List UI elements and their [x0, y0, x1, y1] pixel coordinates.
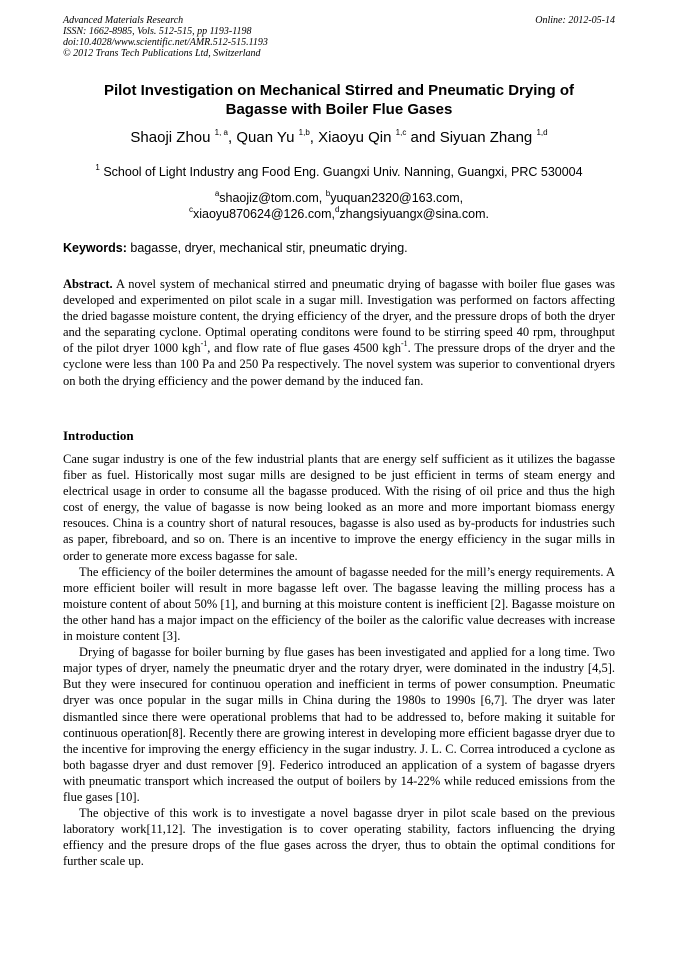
keywords-text: bagasse, dryer, mechanical stir, pneumatic drying. [130, 241, 408, 255]
abstract-label: Abstract. [63, 277, 113, 291]
author-sup: 1,b [298, 128, 310, 137]
affiliation [40, 164, 638, 180]
paragraph: Cane sugar industry is one of the few industrial plants that are energy self sufficient as it utilizes the bagasse fiber as fuel. Historically most sugar mills are designed to be just efficient in terms of steam energy and electrical usage in order to consume all the bagasse produced. With the rising of oil price and thus the high cost of energy, the value of bagasse is now being looked as an more and more important biomass energy resouces. China is a country short of natural resouces, bagasse is also used as by-products for industries such as paper, fibreboard, and so on. There is an incentive to improve the energy efficiency in the sugar mills in order to generate more excess bagasse for sale. [63, 452, 615, 563]
email-link[interactable]: shaojiz@tom.com, [219, 191, 326, 205]
journal-name: Advanced Materials Research [63, 15, 184, 26]
title-line-1: Pilot Investigation on Mechanical Stirred and Pneumatic Drying of [103, 82, 575, 99]
title-line-2: Bagasse with Boiler Flue Gases [225, 101, 453, 118]
issn-line: ISSN: 1662-8985, Vols. 512-515, pp 1193-1198 [63, 26, 252, 37]
abstract-text-1: A novel system of mechanical stirred and pneumatic drying of bagasse with boiler flue gases was developed and experimented on pilot scale in a sugar mill. Investigation was performed on factors affecting the dried bagasse moisture content, the drying efficiency of the dryer, and the pressure drops of both the dryer and the separating cyclone. Optimal operating conditons were found to be stirring speed 40 rpm, throughput of the pilot dryer 1000 kgh [63, 277, 616, 356]
unit-sup: -1 [400, 339, 408, 349]
introduction-body [63, 451, 615, 869]
doi-line: doi:10.4028/www.scientific.net/AMR.512-515.1193 [63, 37, 268, 48]
paragraph: The efficiency of the boiler determines the amount of bagasse needed for the mill’s energy requirements. A more efficient boiler will result in more bagasse left over. The bagasse leaving the milling process has a moisture content of about 50% [1], and burning at this moisture content is inefficient [2]. Bagasse moisture on the other hand has a major impact on the efficiency of the boiler as the calorific value decreases with increase in moisture content [3]. [63, 564, 615, 644]
keywords-label: Keywords: [63, 241, 127, 255]
paragraph: The objective of this work is to investigate a novel bagasse dryer in pilot scale based on the previous laboratory work[11,12]. The investigation is to cover operating stability, factors influencing the drying effiency and the presure drops of the flue gases across the dryer, thus to obtain the optimal conditions for further scale up. [63, 806, 615, 869]
author-separator: , [309, 129, 319, 146]
abstract-text-3: . The pressure drops of the dryer and the cyclone were less than 100 Pa and 250 Pa respectively. The novel system was superior to conventional dryers on both the drying efficiency and the power demand by the induced fan. [63, 341, 615, 388]
author-separator: and [406, 129, 440, 146]
author-separator: , [228, 129, 237, 146]
unit-sup: -1 [200, 339, 208, 349]
email-sup: c [189, 204, 193, 214]
email-sup: a [214, 188, 220, 198]
keywords [63, 240, 615, 256]
paragraph: Drying of bagasse for boiler burning by flue gases has been investigated and applied for a long time. Two major types of dryer, namely the pneumatic dryer and the rotary dryer, were dominated in the industry [4,5]. But they were insecured for continuou operation and inefficient in terms of power consumption. Pneumatic dryer was once popular in the sugar mills in China during the 1980s to 1990s [6,7]. The dryer was later dismantled since there were operational problems that had to be addressed to, before making it suitable for continuous operation[8]. Recently there are growing interest in developing more efficient bagasse dryer due to the incentive for improving the energy efficiency in the sugar industry. J. L. C. Correa introduced a cyclone as both bagasse dryer and dust remover [9]. Federico introduced an application of a system of bagasse dryers with pneumatic transport which increased the output of boilers by 14-22% while reduced emissions from the flue gases [10]. [63, 645, 616, 804]
affiliation-text: School of Light Industry ang Food Eng. Guangxi Univ. Nanning, Guangxi, PRC 530004 [103, 165, 583, 179]
introduction-heading: Introduction [63, 428, 134, 443]
author-name: Siyuan Zhang [439, 129, 533, 146]
journal-header [63, 15, 615, 59]
author-list [40, 128, 638, 147]
email-line-2 [40, 206, 638, 222]
abstract [63, 276, 615, 389]
copyright-line: © 2012 Trans Tech Publications Ltd, Switzerland [63, 48, 261, 59]
author-name: Xiaoyu Qin [318, 129, 392, 146]
author-name: Quan Yu [236, 129, 295, 146]
email-link[interactable]: xiaoyu870624@126.com, [193, 207, 335, 221]
author-sup: 1,c [395, 128, 407, 137]
abstract-text-2: , and flow rate of flue gases 4500 kgh [207, 341, 401, 356]
email-link[interactable]: zhangsiyuangx@sina.com. [339, 207, 489, 221]
email-sup: b [325, 188, 331, 198]
email-line-1 [40, 190, 638, 206]
email-link[interactable]: yuquan2320@163.com, [330, 191, 464, 205]
paper-title [70, 81, 608, 119]
email-sup: d [334, 204, 340, 214]
author-sup: 1, a [214, 128, 228, 137]
author-emails [40, 190, 638, 222]
affiliation-sup: 1 [95, 162, 100, 172]
online-date: Online: 2012-05-14 [535, 15, 615, 26]
author-name: Shaoji Zhou [130, 129, 211, 146]
author-sup: 1,d [536, 128, 548, 137]
